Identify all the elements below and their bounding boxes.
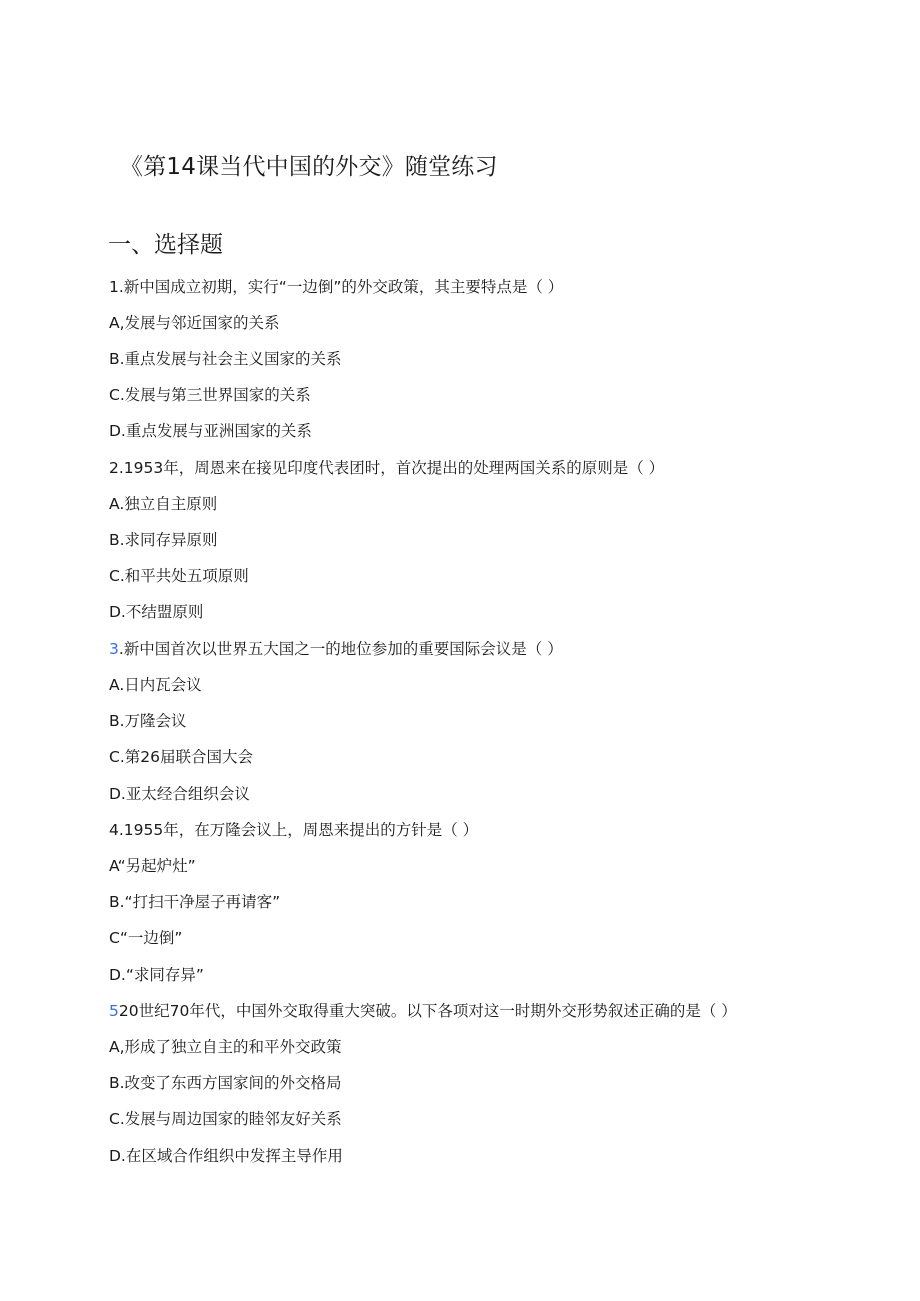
question-2-option-a: A.独立自主原则 — [109, 495, 218, 513]
question-3-stem — [109, 638, 563, 660]
question-1-option-c: C.发展与第三世界国家的关系 — [109, 386, 311, 404]
question-4-option-a: A“另起炉灶” — [109, 857, 196, 875]
question-5-option-d: D.在区域合作组织中发挥主导作用 — [109, 1147, 343, 1165]
page-title: 《第14课当代中国的外交》随堂练习 — [120, 154, 498, 180]
question-1-option-b: B.重点发展与社会主义国家的关系 — [109, 350, 342, 368]
question-2-stem: 2.1953年，周恩来在接见印度代表团时，首次提出的处理两国关系的原则是（ ） — [109, 459, 665, 477]
question-2-option-c: C.和平共处五项原则 — [109, 567, 249, 585]
question-4-option-c: C“一边倒” — [109, 929, 183, 947]
question-5-number: 5 — [109, 1002, 119, 1020]
question-3-option-a: A.日内瓦会议 — [109, 676, 202, 694]
question-3-number: 3 — [109, 640, 119, 658]
question-4-option-b: B.“打扫干净屋子再请客” — [109, 893, 281, 911]
section-heading: 一、选择题 — [108, 232, 223, 258]
question-1-option-d: D.重点发展与亚洲国家的关系 — [109, 422, 312, 440]
question-5-option-c: C.发展与周边国家的睦邻友好关系 — [109, 1110, 342, 1128]
question-5-stem — [109, 1000, 737, 1022]
question-4-stem: 4.1955年，在万隆会议上，周恩来提出的方针是（ ） — [109, 821, 479, 839]
question-1-stem: 1.新中国成立初期，实行“一边倒”的外交政策，其主要特点是（ ） — [109, 278, 564, 296]
question-5-option-b: B.改变了东西方国家间的外交格局 — [109, 1074, 342, 1092]
question-2-option-d: D.不结盟原则 — [109, 603, 204, 621]
question-3-option-c: C.第26届联合国大会 — [109, 748, 253, 766]
question-2-option-b: B.求同存异原则 — [109, 531, 218, 549]
question-5-stem-text: 20世纪70年代，中国外交取得重大突破。以下各项对这一时期外交形势叙述正确的是（ ） — [118, 1002, 737, 1020]
question-3-option-b: B.万隆会议 — [109, 712, 187, 730]
question-1-option-a: A,发展与邻近国家的关系 — [109, 314, 280, 332]
question-3-option-d: D.亚太经合组织会议 — [109, 785, 250, 803]
question-3-stem-text: .新中国首次以世界五大国之一的地位参加的重要国际会议是（ ） — [118, 640, 563, 658]
question-5-option-a: A,形成了独立自主的和平外交政策 — [109, 1038, 342, 1056]
question-4-option-d: D.“求同存异” — [109, 966, 204, 984]
